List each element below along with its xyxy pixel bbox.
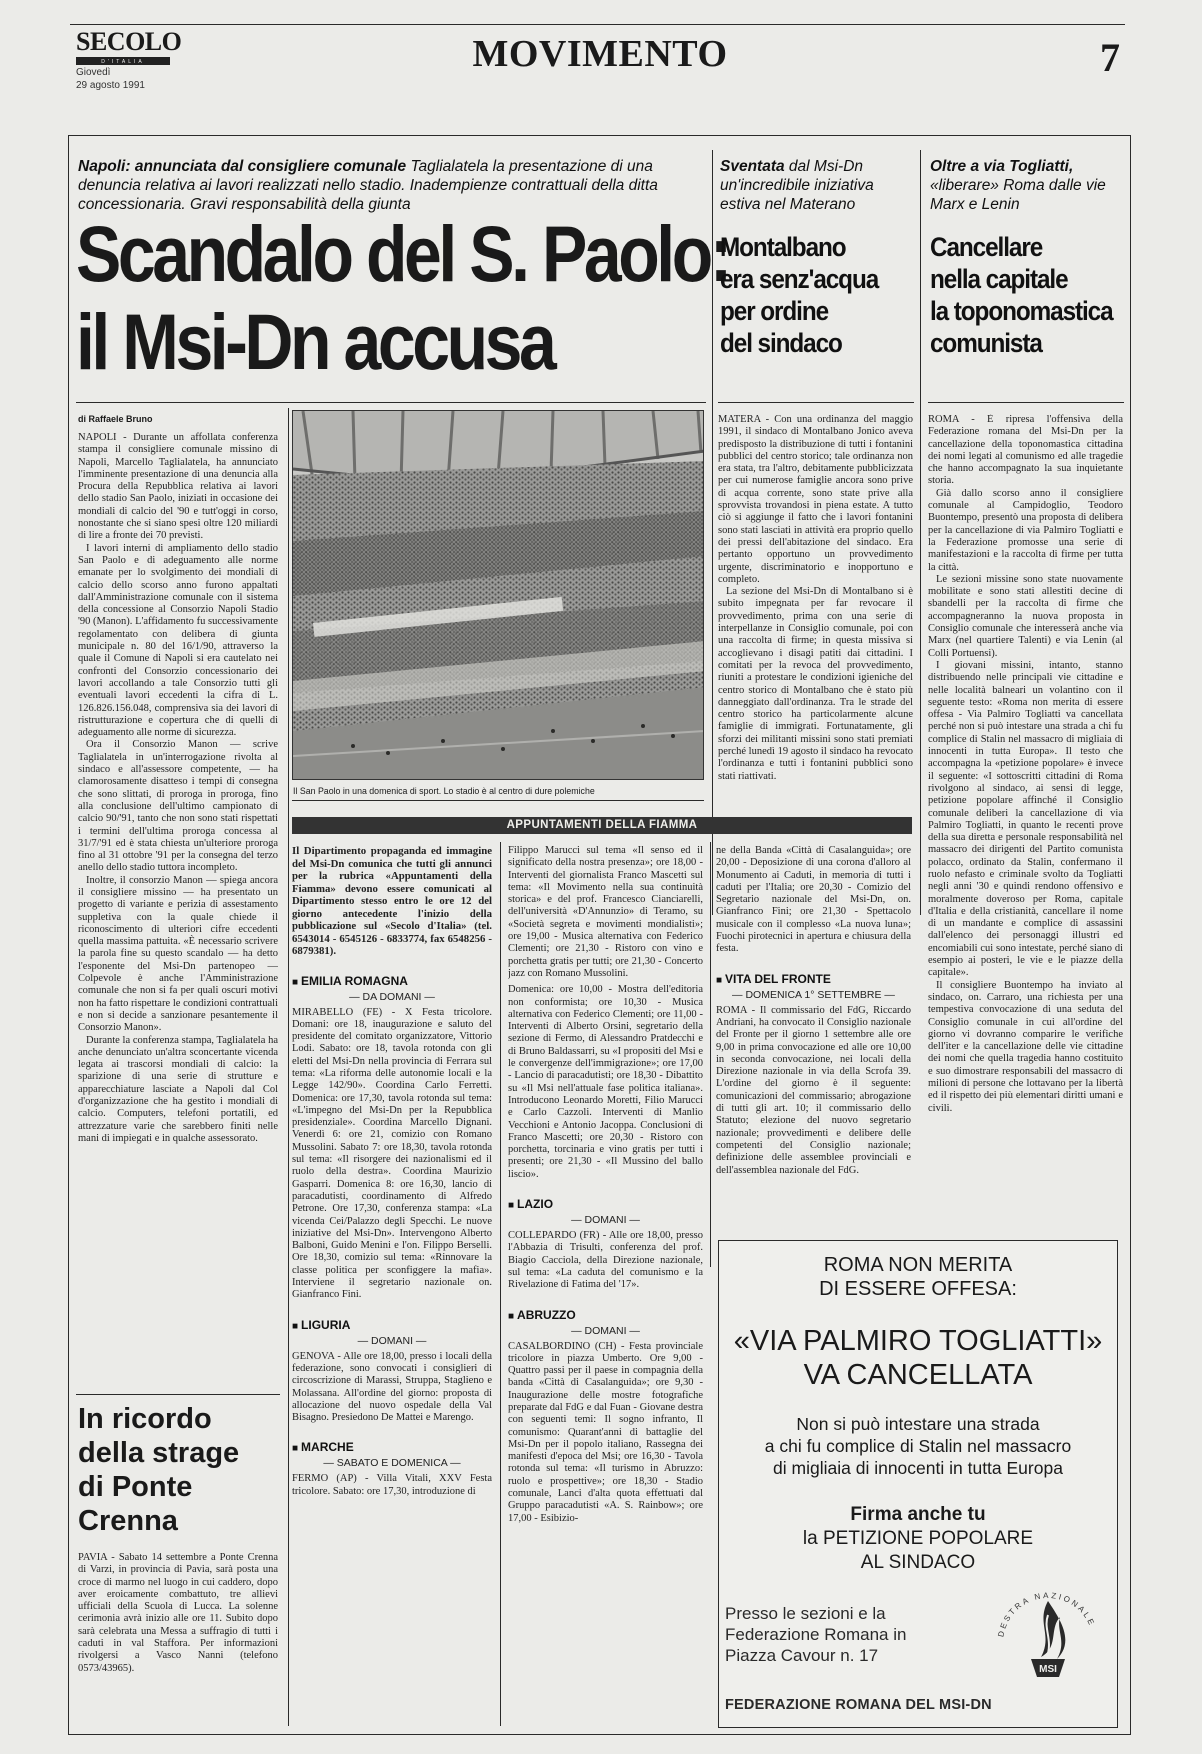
- ricordo-headline-line: di Ponte: [78, 1471, 193, 1503]
- ad-headline-line2: DI ESSERE OFFESA:: [819, 1278, 1017, 1300]
- stadium-photo-image: [293, 411, 704, 780]
- lead-paragraph: Inoltre, il consorzio Manon — spiega ancora il consigliere missino — ha presentato un progetto di variante e perizia di assestamento suppletiva con la quale chiede il riconoscimento di ulteriori cifre eccedenti quella massima pattuita. «È necessario scrivere la parola fine su questo scandalo — ha detto l'esponente del Msi-Dn partenopeo — Colpevole è anche l'Amministrazione comunale che non si fa per quali oscuri motivi non ha fatto rispettare le condizioni contrattuali e non si decide a sanzionare pesantemente il Consorzio Manon».: [78, 874, 278, 1034]
- ad-text-line2: a chi fu complice di Stalin nel massacro: [764, 1436, 1072, 1456]
- toponomastica-paragraph: Il consigliere Buontempo ha inviato al sindaco, on. Carraro, una richiesta per una tempestiva convocazione di una seduta del Consiglio comunale in cui all'ordine del giorno vi dovranno comparire le verifiche dell'iter e la cancellazione delle vie cittadine dei nomi che quella tragedia hanno costituito e suo dimostrare responsabili del massacro di milioni di persone che lottavano per la libertà ed il rispetto dei più elementari diritti umani e civili.: [928, 979, 1123, 1114]
- region-lazio-text: COLLEPARDO (FR) - Alle ore 18,00, presso l'Abbazia di Trisulti, conferenza del prof. Biagio Cacciola, della Direzione nazionale, sul tema: «La caduta del comunismo e la Rivelazione di Fatima del '17».: [508, 1230, 703, 1291]
- toponomastica-kicker: [930, 157, 1120, 214]
- issue-day: Giovedì: [76, 67, 111, 78]
- region-liguria-heading: ■ LIGURIA: [292, 1318, 492, 1332]
- toponomastica-paragraph: Le sezioni missine sono state nuovamente mobilitate e sono stati allestiti decine di sbandelli per la raccolta di firme che accompagneranno la nuova proposta in Consiglio comunale che interesserà anche via Marx (nel quartiere Talenti) e via Lenin (al Colli Portuensi).: [928, 573, 1123, 659]
- msi-logo: [987, 1581, 1109, 1693]
- ricordo-body: PAVIA - Sabato 14 settembre a Ponte Crenna di Varzi, in provincia di Pavia, sarà posta una croce di marmo nel luogo in cui caddero, dopo aver eroicamente combattuto, tre allievi ufficiali della Scuola di Lucca. La solenne cerimonia avrà inizio alle ore 11. Subito dopo sarà celebrata una Messa a suffragio di tutti i caduti in val Staffora. Per informazioni rivolgersi a Vasco Nanni (telefono 0573/43965).: [78, 1552, 278, 1674]
- lead-kicker: [78, 157, 678, 214]
- ad-slogan-line1: «VIA PALMIRO TOGLIATTI»: [733, 1325, 1103, 1357]
- toponomastica-headline: [930, 231, 1130, 359]
- ad-text-line3: di migliaia di innocenti in tutta Europa: [773, 1458, 1063, 1478]
- montalbano-body: [718, 414, 913, 796]
- ad-where-line3: Piazza Cavour n. 17: [725, 1646, 879, 1665]
- region-marche-date: — SABATO E DOMENICA —: [323, 1457, 461, 1470]
- paper-subtitle: D'ITALIA: [76, 59, 170, 65]
- paper-logo: [76, 29, 181, 65]
- region-emilia-text: MIRABELLO (FE) - X Festa tricolore. Domani: ore 18, inaugurazione e saluto del presidente del comitato organizzatore, Vittorio Lodi. Sabato: ore 18, tavola rotonda con gli eletti del Msi-Dn nella provincia di Ferrara sul tema: «La riforma delle autonomie locali e la Legge 142/90». Coordina Carlo Ferretti. Domenica: ore 17,30, tavola rotonda sul tema: «L'impegno del Msi-Dn per la Repubblica presidenziale». Coordina Marcello Dignani. Venerdì 6: ore 21, comizio con Romano Mussolini. Sabato 7: ore 18,30, tavola rotonda sul tema: «Il risorgere dei nazionalismi ed il ruolo della destra». Coordina Maurizio Gasparri. Domenica 8: ore 16,30, lancio di paracadutisti, coordinamento di Alfredo Petrone. Ore 17,30, conferenza stampa: «La vicenda Cei/Palazzo degli Specchi. Le nuove iniziative del Msi-Dn». Intervengono Alberto Balboni, Guido Menini e l'on. Filippo Berselli. Ore 18,30, comizio sul tema: «Rinnovare la classe politica per sconfiggere la mafia». Interviene il segretario nazionale on. Gianfranco Fini.: [292, 1006, 492, 1301]
- ricordo-headline-line: Crenna: [78, 1505, 178, 1537]
- appuntamenti-banner: APPUNTAMENTI DELLA FIAMMA: [292, 817, 912, 834]
- toponomastica-headline-line: comunista: [930, 328, 1042, 358]
- ad-headline-line1: ROMA NON MERITA: [823, 1254, 1013, 1276]
- toponomastica-paragraph: I giovani missini, intanto, stanno distribuendo nelle principali vie cittadine e nelle località balneari un volantino con il seguente testo: «Roma non merita di essere offesa - Via Palmiro Togliatti va cancellata perché non si può intestare una strada a chi fu complice di Stalin nel massacro di migliaia di innocenti in tutta Europa». Il testo che accompagna la «petizione popolare» è invece il seguente: «I sottoscritti cittadini di Roma rivolgono al sindaco, ai sensi di legge, petizione popolare affinché il Consiglio comunale deliberi la cancellazione di via Palmiro Togliatti, in quanto le recenti prove della sua diretta e personale responsabilità nel massacro dei dirigenti del Partito comunista polacco, ordinato da Stalin, confermano il ruolo nefasto e criminale svolto da Togliatti negli anni '30 e quindi rendono offensivo e moralmente doveroso per Roma, capitale d'Italia e della cristianità, cancellare il nome di un mandante e complice di assassini dall'elenco dei personaggi illustri ed encomiabili cui sono intestate, perché siano di esempio ai posteri, le vie e le piazze della capitale».: [928, 659, 1123, 979]
- region-liguria-text: GENOVA - Alle ore 18,00, presso i locali della federazione, sono convocati i consiglieri di circoscrizione di Marassi, Struppa, Staglieno e Molassana. All'ordine del giorno: proposta di allocazione del nuovo ospedale della Val Bisagno. Presiedono De Mattei e Marengo.: [292, 1350, 492, 1424]
- logo-ring-text: DESTRA NAZIONALE: [996, 1590, 1097, 1638]
- lead-body: [78, 432, 278, 1440]
- ad-call-line1: Firma anche tu: [850, 1504, 986, 1525]
- marche-sunday-text: Domenica: ore 10,00 - Mostra dell'editoria non conformista; ore 10,30 - Musica alternativa con Federico Clementi; ore 11,00 - Interventi di Alberto Orsini, segretario della sezione di Fermo, di Alessandro Pratdecchi e di Bruno Baldassarri, su «I propositi del Msi e le convergenze dell'immigrazione»; ore 17,00 - Lancio di paracadutisti; ore 18,30 - Dibattito su «Il Msi nell'attuale fase politica italiana». Introducono Leonardo Moretti, Filio Marucci e Carlo Cazzoli. Interventi di Manlio Vecchioni e Antonio Jacoppa. Conclusioni di Franco Mascetti; ore 20,30 - Ristoro con porchetta, torcinaria e vino gratis per tutti i presenti; ore 21,30 - «Il Mussino del ballo liscio».: [508, 984, 703, 1180]
- montalbano-kicker-bold: Sventata: [720, 158, 785, 175]
- ricordo-headline: [78, 1402, 283, 1538]
- montalbano-headline: [720, 231, 920, 359]
- toponomastica-paragraph: Già dallo scorso anno il consigliere comunale al Campidoglio, Teodoro Buontempo, presentò una proposta di delibera per la cancellazione di via Palmiro Togliatti e la Federazione promosse una serie di manifestazioni e la raccolta di firme per tutta la città.: [928, 487, 1123, 573]
- toponomastica-body: [928, 414, 1123, 1250]
- montalbano-paragraph: MATERA - Con una ordinanza del maggio 1991, il sindaco di Montalbano Jonico aveva predisposto la distribuzione di tutti i fontanini pubblici del centro storico; tale ordinanza non era stata, tra l'altro, debitamente pubblicizzata per cui numerose famiglie ancora sono prive di acqua corrente, sono state prive alla sprovvista trovandosi in piena estate. A tutto ciò si aggiunge il fatto che i lavori fontanini sono stati lasciati in attività era proprio quello dei pressi dell'abitazione del sindaco. Era pertanto opportuno un provvedimento urgente, discriminatorio e inopportuno e completo.: [718, 414, 913, 585]
- lead-paragraph: Ora il Consorzio Manon — scrive Taglialatela in un'interrogazione rivolta al sindaco e all'assessore competente, — ha clamorosamente disatteso i tempi di consegna che sono slittati, di proroga in proroga, fino alla conclusione dell'ultimo campionato di calcio 90/'91, tanto che non sono stati rispettati i termini dell'ultima proroga concessa al 31/7/'91 ed è stata chiesta un'ulteriore proroga fino al 31 ottobre '91 per la consegna del terzo anello dello stadio tuttora incompleto.: [78, 739, 278, 874]
- region-emilia-heading: ■ EMILIA ROMAGNA: [292, 974, 492, 988]
- region-lazio-date: — DOMANI —: [571, 1214, 640, 1227]
- ad-footer: FEDERAZIONE ROMANA DEL MSI-DN: [725, 1697, 992, 1713]
- toponomastica-headline-line: la toponomastica: [930, 296, 1113, 326]
- stadium-photo: [292, 410, 704, 780]
- appuntamenti-col-4: [716, 845, 911, 1265]
- ricordo-headline-line: della strage: [78, 1437, 240, 1469]
- appuntamenti-col-2: [292, 845, 492, 1725]
- region-marche-text: FERMO (AP) - Villa Vitali, XXV Festa tricolore. Sabato: ore 17,30, introduzione di: [292, 1473, 492, 1497]
- region-liguria-date: — DOMANI —: [357, 1334, 427, 1347]
- lead-kicker-bold: Napoli: annunciata dal consigliere comunale: [78, 158, 407, 175]
- ad-text-line1: Non si può intestare una strada: [796, 1414, 1040, 1434]
- abruzzo-continued-text: ne della Banda «Città di Casalanguida»; ore 20,00 - Deposizione di una corona d'alloro al Monumento ai Caduti, in memoria di tutti i caduti per l'Italia; ore 20,30 - Comizio del Segretario nazionale del Msi-Dn, on. Gianfranco Fini; ore 21,30 - Spettacolo musicale con il complesso «La nuova luna»; Fuochi pirotecnici in apertura e chiusura della festa.: [716, 845, 911, 955]
- montalbano-headline-line: era senz'acqua: [720, 264, 879, 294]
- ad-where-line2: Federazione Romana in: [725, 1625, 907, 1644]
- marche-continued-text: Filippo Marucci sul tema «Il senso ed il significato della nostra presenza»; ore 18,00 - Interventi del giornalista Franco Mascetti sul tema: «Il Movimento nella sua continuità storica» e del prof. Francesco Cianciarelli, dell'università «D'Annunzio» di Teramo, su «Società segreta e movimenti mondialisti»; ore 19,00 - Musica alternativa con Federico Clementi; ore 21,30 - Ristoro con vino e porchetta gratis per tutti; ore 21,30 - Concerto jazz con Romano Mussolini.: [508, 845, 703, 979]
- toponomastica-kicker-rest: «liberare» Roma dalle vie Marx e Lenin: [930, 177, 1106, 213]
- region-emilia-date: — DA DOMANI —: [349, 990, 435, 1003]
- lead-headline-line2: il Msi-Dn accusa: [76, 297, 554, 386]
- region-lazio-heading: ■ LAZIO: [508, 1197, 703, 1211]
- appuntamenti-col-3: [508, 845, 703, 1725]
- issue-date: 29 agosto 1991: [76, 80, 145, 91]
- region-abruzzo-date: — DOMANI —: [571, 1324, 640, 1337]
- montalbano-headline-line: Montalbano: [720, 232, 846, 262]
- region-marche-heading: ■ MARCHE: [292, 1440, 492, 1454]
- logo-letters: MSI: [1039, 1664, 1057, 1675]
- lead-kicker-rest: Taglialatela la presentazione di una denuncia relativa ai lavori realizzati nello stadio. Inadempienze contrattuali della ditta concessionaria. Gravi responsabilità della giunta: [78, 158, 658, 213]
- photo-caption: Il San Paolo in una domenica di sport. Lo stadio è al centro di dure polemiche: [293, 786, 595, 796]
- toponomastica-kicker-bold: Oltre a via Togliatti,: [930, 158, 1074, 175]
- lead-paragraph: Durante la conferenza stampa, Taglialatela ha anche denunciato un'altra sconcertante vicenda legata ai trascorsi mondiali di calcio: la sparizione di una serie di strutture e apparecchiature lasciate a Napoli dal Col d'organizzazione che ha gestito i mondiali di calcio. Computers, telefoni portatili, ed attrezzature varie che sarebbero finiti nelle mani di impiegati e in qualche assessorato.: [78, 1034, 278, 1144]
- region-fronte-heading: ■ VITA DEL FRONTE: [716, 972, 911, 986]
- toponomastica-headline-line: Cancellare: [930, 232, 1043, 262]
- montalbano-headline-line: per ordine: [720, 296, 829, 326]
- region-fronte-text: ROMA - Il commissario del FdG, Riccardo Andriani, ha convocato il Consiglio nazionale del Fronte per il giorno 1 settembre alle ore 9,00 in prima convocazione ed alle ore 10,00 in seconda convocazione, nei locali della Direzione nazionale in via della Scrofa 39. L'ordine del giorno è il seguente: comunicazioni del commissario; abrogazione di tutti gli art. 10; il commissario dello Statuto; elezione del nuovo segretario nazionale; provvedimenti e delibere delle competenti del Consiglio nazionale; definizione delle assemblee provinciali e dell'assemblea nazionale del FdG.: [716, 1004, 911, 1176]
- toponomastica-headline-line: nella capitale: [930, 264, 1068, 294]
- montalbano-headline-line: del sindaco: [720, 328, 842, 358]
- region-fronte-date: — DOMENICA 1° SETTEMBRE —: [732, 988, 895, 1001]
- ad-slogan-line2: VA CANCELLATA: [803, 1359, 1033, 1391]
- appuntamenti-intro: Il Dipartimento propaganda ed immagine del Msi-Dn comunica che tutti gli annunci per la rubrica «Appuntamenti della Fiamma» devono essere comunicati al Dipartimento stesso entro le ore 12 del giorno antecedente l'inizio della pubblicazione sul «Secolo d'Italia» (tel. 6543014 - 6545126 - 6833774, fax 6548256 - 6879381).: [292, 845, 492, 957]
- montalbano-kicker: [720, 157, 910, 214]
- section-title: MOVIMENTO: [472, 33, 728, 75]
- region-abruzzo-text: CASALBORDINO (CH) - Festa provinciale tricolore in piazza Umberto. Ore 9,00 - Quattro passi per il paese in compagnia della banda «Città di Casalanguida»; ore 9,30 - Inaugurazione delle mostre fotografiche preparate dal FdG e dal Fuan - Giovane destra con seguenti temi: Il sogno infranto, Il comunismo: Quarant'anni di battaglie del Msi-Dn per il popolo italiano, Rassegna dei manifesti d'epoca del Msi; ore 16,30 - Tavola rotonda sul tema: «Il turismo in Abruzzo: ruolo e prospettive»; ore 18,30 - Stadio comunale, Lanci d'alta quota effettuati dal Gruppo paracadutisti «A. S. Rainbow»; ore 17,00 - Esibizio-: [508, 1340, 703, 1524]
- ad-where-line1: Presso le sezioni e la: [725, 1604, 886, 1623]
- page-number: 7: [1100, 35, 1120, 80]
- ad-call-line3: AL SINDACO: [860, 1552, 976, 1573]
- paper-name: SECOLO: [76, 27, 182, 56]
- lead-headline-line1: Scandalo del S. Paolo:: [76, 209, 729, 298]
- toponomastica-paragraph: ROMA - È ripresa l'offensiva della Federazione romana del Msi-Dn per la cancellazione della toponomastica cittadina dei nomi legati al comunismo ed alle tragedie che hanno accompagnato la sua inquietante storia.: [928, 414, 1123, 487]
- montalbano-kicker-rest: dal Msi-Dn un'incredibile iniziativa estiva nel Materano: [720, 158, 874, 213]
- petition-advert: [718, 1240, 1118, 1728]
- ad-call-line2: la PETIZIONE POPOLARE: [802, 1528, 1034, 1549]
- region-abruzzo-heading: ■ ABRUZZO: [508, 1308, 703, 1322]
- lead-paragraph: NAPOLI - Durante un affollata conferenza stampa il consigliere comunale missino di Napoli, Marcello Taglialatela, ha annunciato l'imminente presentazione di una denuncia alla Procura della Repubblica relativa ai lavori dello stadio San Paolo, iniziati in occasione dei mondiali di calcio del '90 e tutt'oggi in corso, nonostante che si siano spesi oltre 120 miliardi di lire a fronte dei 70 previsti.: [78, 432, 278, 542]
- montalbano-paragraph: La sezione del Msi-Dn di Montalbano si è subito impegnata per far revocare il provvedimento, prima con una serie di interpellanze in Consiglio comunale, poi con una raccolta di firme; in questa missiva si accoglievano i disagi patiti dai cittadini. I comitati per la revoca del provvedimento, riuniti a protestare le condizioni igieniche del centro storico di Montalbano che è stato più danneggiato dall'ordinanza. Tra le strade del centro storico ha particolarmente alcune famiglie di immigrati. Fortunatamente, gli sforzi dei militanti missini sono stati premiati perché lunedì 19 agosto il sindaco ha revocato l'ordinanza e tutti i fontanini pubblici sono stati riattivati.: [718, 586, 913, 782]
- lead-paragraph: I lavori interni di ampliamento dello stadio San Paolo e di adeguamento alle norme emanate per lo svolgimento dei mondiali di calcio dello scorso anno furono appaltati dall'Amministrazione comunale con il sistema della concessione al Consorzio Napoli Stadio '90 (Manon). L'affidamento fu successivamente regolamentato con delibera di giunta municipale n. 80 del 16/1/90, attraverso la quale il Comune di Napoli si era cautelato nei confronti del Consorzio concessionario dei lavori accollando a tale Consorzio tutti gli eventuali lavori eccedenti la cifra di L. 126.826.156.048, comprensiva sia dei lavori di ristrutturazione e copertura che di quelli di adeguamento alle norme di sicurezza.: [78, 542, 278, 739]
- ricordo-headline-line: In ricordo: [78, 1403, 212, 1435]
- flame-icon: [987, 1581, 1109, 1693]
- lead-byline: di Raffaele Bruno: [78, 414, 153, 424]
